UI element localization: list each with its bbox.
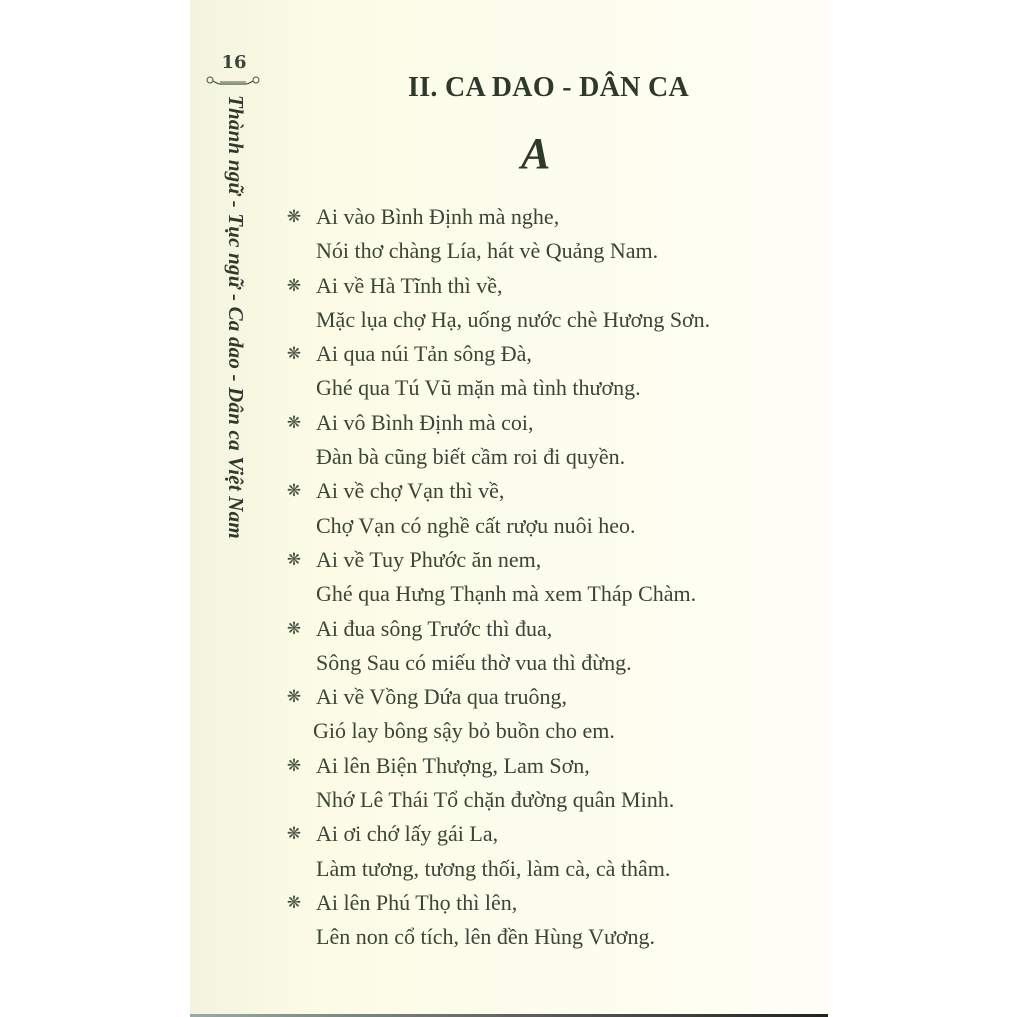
verse-line-1: Ai về Tuy Phước ăn nem, [316,546,542,572]
verse-line-1: Ai lên Phú Thọ thì lên, [316,889,518,915]
snowflake-bullet-icon: ❋ [286,824,302,845]
verse-line-1: Ai vào Bình Định mà nghe, [316,204,560,229]
snowflake-bullet-icon: ❋ [286,207,302,227]
verse-item [284,680,804,749]
verse-line-1: Ai về Vồng Dứa qua truông, [316,684,568,710]
verse-item [284,269,804,338]
verse-line-2: Ghé qua Tú Vũ mặn mà tình thương. [316,375,641,401]
verse-item [284,612,804,681]
verse-item [284,406,804,475]
verse-line-2: Mặc lụa chợ Hạ, uống nước chè Hương Sơn. [316,306,711,332]
section-title: II. CA DAO - DÂN CA [408,72,690,103]
verse-item [284,543,804,612]
verse-line-1: Ai lên Biện Thượng, Lam Sơn, [316,752,590,778]
bleed-through-text [770,86,776,110]
snowflake-bullet-icon: ❋ [286,481,302,502]
snowflake-bullet-icon: ❋ [286,892,302,913]
verse-line-1: Ai về Hà Tĩnh thì về, [316,272,503,298]
verse-line-1: Ai vô Bình Định mà coi, [316,409,534,435]
verse-line-2: Nói thơ chàng Lía, hát vè Quảng Nam. [316,238,659,264]
snowflake-bullet-icon: ❋ [286,549,302,570]
verse-line-1: Ai đua sông Trước thì đua, [316,615,553,641]
verse-line-2: Chợ Vạn có nghề cất rượu nuôi heo. [316,512,636,538]
snowflake-bullet-icon: ❋ [286,755,302,776]
page-number: 16 [221,52,247,73]
verse-item [284,474,804,543]
verse-line-2: Sông Sau có miếu thờ vua thì đừng. [316,649,632,675]
verse-item [284,337,804,406]
snowflake-bullet-icon: ❋ [286,618,302,639]
verse-line-2: Lên non cổ tích, lên đền Hùng Vương. [316,924,656,950]
snowflake-bullet-icon: ❋ [286,344,302,365]
verse-line-2: Gió lay bông sậy bỏ buồn cho em. [313,718,615,744]
verse-line-2: Làm tương, tương thối, làm cà, cà thâm. [316,855,671,881]
running-title: Thành ngữ - Tục ngữ - Ca dao - Dân ca Việt Nam [224,95,248,539]
verse-line-2: Ghé qua Hưng Thạnh mà xem Tháp Chàm. [316,581,697,607]
verse-line-1: Ai về chợ Vạn thì về, [316,478,505,504]
snowflake-bullet-icon: ❋ [286,275,302,296]
verse-item [284,749,804,818]
verse-line-2: Nhớ Lê Thái Tổ chặn đường quân Minh. [316,787,675,813]
snowflake-bullet-icon: ❋ [286,412,302,433]
verse-line-2: Đàn bà cũng biết cầm roi đi quyền. [316,444,626,470]
verse-item [284,886,804,955]
verse-line-1: Ai qua núi Tản sông Đà, [316,341,532,367]
verse-line-1: Ai ơi chớ lấy gái La, [316,821,499,847]
verse-item [284,200,804,269]
page-number-ornament-icon [206,76,260,86]
letter-heading: A [521,129,551,178]
verse-item [284,817,804,886]
snowflake-bullet-icon: ❋ [286,687,302,708]
verse-list [284,200,804,955]
